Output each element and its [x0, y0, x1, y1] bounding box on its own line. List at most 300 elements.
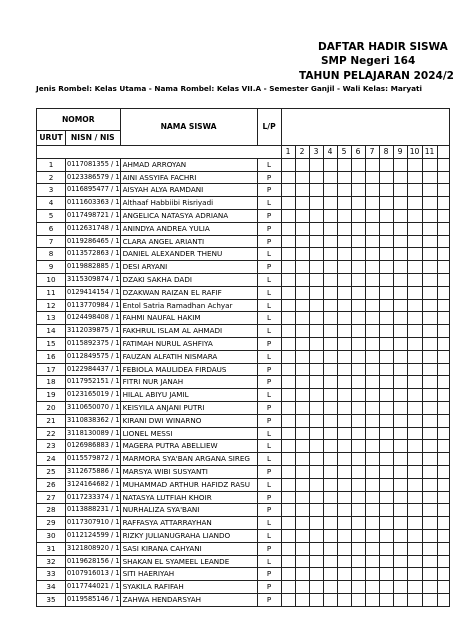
attendance-cell[interactable] — [365, 491, 379, 504]
attendance-cell[interactable] — [323, 222, 337, 235]
attendance-cell[interactable] — [437, 542, 449, 555]
attendance-cell[interactable] — [437, 453, 449, 466]
attendance-cell[interactable] — [379, 158, 393, 171]
attendance-cell[interactable] — [437, 222, 449, 235]
attendance-cell[interactable] — [295, 376, 309, 389]
attendance-cell[interactable] — [323, 286, 337, 299]
attendance-cell[interactable] — [309, 312, 323, 325]
attendance-cell[interactable] — [295, 312, 309, 325]
attendance-cell[interactable] — [407, 389, 422, 402]
attendance-cell[interactable] — [407, 453, 422, 466]
attendance-cell[interactable] — [309, 593, 323, 606]
attendance-cell[interactable] — [393, 363, 407, 376]
attendance-cell[interactable] — [337, 209, 351, 222]
attendance-cell[interactable] — [365, 184, 379, 197]
attendance-cell[interactable] — [351, 337, 365, 350]
attendance-cell[interactable] — [393, 453, 407, 466]
attendance-cell[interactable] — [393, 261, 407, 274]
attendance-cell[interactable] — [309, 568, 323, 581]
attendance-cell[interactable] — [323, 593, 337, 606]
attendance-cell[interactable] — [437, 184, 449, 197]
attendance-cell[interactable] — [437, 158, 449, 171]
attendance-cell[interactable] — [365, 350, 379, 363]
attendance-cell[interactable] — [407, 325, 422, 338]
attendance-cell[interactable] — [281, 273, 295, 286]
attendance-cell[interactable] — [393, 312, 407, 325]
attendance-cell[interactable] — [379, 337, 393, 350]
attendance-cell[interactable] — [309, 440, 323, 453]
attendance-cell[interactable] — [393, 248, 407, 261]
attendance-cell[interactable] — [295, 504, 309, 517]
attendance-cell[interactable] — [323, 363, 337, 376]
attendance-cell[interactable] — [393, 427, 407, 440]
attendance-cell[interactable] — [407, 529, 422, 542]
attendance-cell[interactable] — [379, 478, 393, 491]
attendance-cell[interactable] — [422, 478, 437, 491]
attendance-cell[interactable] — [309, 171, 323, 184]
attendance-cell[interactable] — [393, 465, 407, 478]
attendance-cell[interactable] — [295, 568, 309, 581]
attendance-cell[interactable] — [365, 504, 379, 517]
attendance-cell[interactable] — [295, 197, 309, 210]
attendance-cell[interactable] — [407, 261, 422, 274]
attendance-cell[interactable] — [422, 504, 437, 517]
attendance-cell[interactable] — [309, 222, 323, 235]
attendance-cell[interactable] — [437, 325, 449, 338]
attendance-cell[interactable] — [393, 325, 407, 338]
attendance-cell[interactable] — [281, 350, 295, 363]
attendance-cell[interactable] — [281, 581, 295, 594]
attendance-cell[interactable] — [393, 517, 407, 530]
attendance-cell[interactable] — [351, 184, 365, 197]
attendance-cell[interactable] — [337, 581, 351, 594]
attendance-cell[interactable] — [437, 261, 449, 274]
attendance-cell[interactable] — [323, 299, 337, 312]
attendance-cell[interactable] — [379, 568, 393, 581]
attendance-cell[interactable] — [351, 209, 365, 222]
attendance-cell[interactable] — [407, 337, 422, 350]
attendance-cell[interactable] — [379, 197, 393, 210]
attendance-cell[interactable] — [407, 440, 422, 453]
attendance-cell[interactable] — [379, 542, 393, 555]
attendance-cell[interactable] — [323, 440, 337, 453]
attendance-cell[interactable] — [437, 171, 449, 184]
attendance-cell[interactable] — [365, 299, 379, 312]
attendance-cell[interactable] — [422, 248, 437, 261]
attendance-cell[interactable] — [422, 542, 437, 555]
attendance-cell[interactable] — [422, 261, 437, 274]
attendance-cell[interactable] — [351, 465, 365, 478]
attendance-cell[interactable] — [337, 197, 351, 210]
attendance-cell[interactable] — [422, 389, 437, 402]
attendance-cell[interactable] — [365, 248, 379, 261]
attendance-cell[interactable] — [422, 158, 437, 171]
attendance-cell[interactable] — [437, 273, 449, 286]
attendance-cell[interactable] — [437, 491, 449, 504]
attendance-cell[interactable] — [323, 337, 337, 350]
attendance-cell[interactable] — [365, 427, 379, 440]
attendance-cell[interactable] — [407, 273, 422, 286]
attendance-cell[interactable] — [422, 363, 437, 376]
attendance-cell[interactable] — [422, 593, 437, 606]
attendance-cell[interactable] — [323, 465, 337, 478]
attendance-cell[interactable] — [309, 581, 323, 594]
attendance-cell[interactable] — [379, 261, 393, 274]
attendance-cell[interactable] — [295, 517, 309, 530]
attendance-cell[interactable] — [393, 209, 407, 222]
attendance-cell[interactable] — [281, 222, 295, 235]
attendance-cell[interactable] — [407, 491, 422, 504]
attendance-cell[interactable] — [281, 504, 295, 517]
attendance-cell[interactable] — [323, 325, 337, 338]
attendance-cell[interactable] — [351, 491, 365, 504]
attendance-cell[interactable] — [281, 158, 295, 171]
attendance-cell[interactable] — [337, 453, 351, 466]
attendance-cell[interactable] — [323, 568, 337, 581]
attendance-cell[interactable] — [337, 401, 351, 414]
attendance-cell[interactable] — [337, 504, 351, 517]
attendance-cell[interactable] — [309, 427, 323, 440]
attendance-cell[interactable] — [365, 465, 379, 478]
attendance-cell[interactable] — [295, 593, 309, 606]
attendance-cell[interactable] — [379, 427, 393, 440]
attendance-cell[interactable] — [407, 235, 422, 248]
attendance-cell[interactable] — [407, 286, 422, 299]
attendance-cell[interactable] — [351, 286, 365, 299]
attendance-cell[interactable] — [281, 209, 295, 222]
attendance-cell[interactable] — [379, 363, 393, 376]
attendance-cell[interactable] — [323, 197, 337, 210]
attendance-cell[interactable] — [407, 209, 422, 222]
attendance-cell[interactable] — [337, 389, 351, 402]
attendance-cell[interactable] — [407, 222, 422, 235]
attendance-cell[interactable] — [379, 184, 393, 197]
attendance-cell[interactable] — [422, 197, 437, 210]
attendance-cell[interactable] — [281, 491, 295, 504]
attendance-cell[interactable] — [379, 273, 393, 286]
attendance-cell[interactable] — [351, 363, 365, 376]
attendance-cell[interactable] — [351, 478, 365, 491]
attendance-cell[interactable] — [407, 478, 422, 491]
attendance-cell[interactable] — [393, 593, 407, 606]
attendance-cell[interactable] — [422, 568, 437, 581]
attendance-cell[interactable] — [422, 465, 437, 478]
attendance-cell[interactable] — [379, 440, 393, 453]
attendance-cell[interactable] — [379, 401, 393, 414]
attendance-cell[interactable] — [337, 465, 351, 478]
attendance-cell[interactable] — [323, 581, 337, 594]
attendance-cell[interactable] — [393, 299, 407, 312]
attendance-cell[interactable] — [351, 312, 365, 325]
attendance-cell[interactable] — [393, 581, 407, 594]
attendance-cell[interactable] — [309, 453, 323, 466]
attendance-cell[interactable] — [437, 465, 449, 478]
attendance-cell[interactable] — [351, 248, 365, 261]
attendance-cell[interactable] — [295, 299, 309, 312]
attendance-cell[interactable] — [309, 325, 323, 338]
attendance-cell[interactable] — [281, 542, 295, 555]
attendance-cell[interactable] — [379, 171, 393, 184]
attendance-cell[interactable] — [351, 555, 365, 568]
attendance-cell[interactable] — [323, 478, 337, 491]
attendance-cell[interactable] — [407, 363, 422, 376]
attendance-cell[interactable] — [437, 517, 449, 530]
attendance-cell[interactable] — [295, 261, 309, 274]
attendance-cell[interactable] — [281, 197, 295, 210]
attendance-cell[interactable] — [393, 440, 407, 453]
attendance-cell[interactable] — [295, 542, 309, 555]
attendance-cell[interactable] — [281, 235, 295, 248]
attendance-cell[interactable] — [309, 414, 323, 427]
attendance-cell[interactable] — [351, 517, 365, 530]
attendance-cell[interactable] — [393, 286, 407, 299]
attendance-cell[interactable] — [437, 299, 449, 312]
attendance-cell[interactable] — [437, 593, 449, 606]
attendance-cell[interactable] — [295, 529, 309, 542]
attendance-cell[interactable] — [437, 248, 449, 261]
attendance-cell[interactable] — [351, 158, 365, 171]
attendance-cell[interactable] — [351, 593, 365, 606]
attendance-cell[interactable] — [437, 350, 449, 363]
attendance-cell[interactable] — [309, 273, 323, 286]
attendance-cell[interactable] — [365, 555, 379, 568]
attendance-cell[interactable] — [407, 299, 422, 312]
attendance-cell[interactable] — [323, 491, 337, 504]
attendance-cell[interactable] — [309, 337, 323, 350]
attendance-cell[interactable] — [309, 529, 323, 542]
attendance-cell[interactable] — [351, 376, 365, 389]
attendance-cell[interactable] — [422, 529, 437, 542]
attendance-cell[interactable] — [379, 491, 393, 504]
attendance-cell[interactable] — [422, 235, 437, 248]
attendance-cell[interactable] — [365, 312, 379, 325]
attendance-cell[interactable] — [393, 414, 407, 427]
attendance-cell[interactable] — [379, 465, 393, 478]
attendance-cell[interactable] — [295, 427, 309, 440]
attendance-cell[interactable] — [295, 184, 309, 197]
attendance-cell[interactable] — [422, 171, 437, 184]
attendance-cell[interactable] — [393, 491, 407, 504]
attendance-cell[interactable] — [281, 427, 295, 440]
attendance-cell[interactable] — [323, 427, 337, 440]
attendance-cell[interactable] — [323, 504, 337, 517]
attendance-cell[interactable] — [309, 363, 323, 376]
attendance-cell[interactable] — [379, 325, 393, 338]
attendance-cell[interactable] — [281, 440, 295, 453]
attendance-cell[interactable] — [281, 337, 295, 350]
attendance-cell[interactable] — [323, 389, 337, 402]
attendance-cell[interactable] — [337, 261, 351, 274]
attendance-cell[interactable] — [437, 427, 449, 440]
attendance-cell[interactable] — [393, 555, 407, 568]
attendance-cell[interactable] — [281, 248, 295, 261]
attendance-cell[interactable] — [281, 478, 295, 491]
attendance-cell[interactable] — [337, 517, 351, 530]
attendance-cell[interactable] — [309, 401, 323, 414]
attendance-cell[interactable] — [295, 478, 309, 491]
attendance-cell[interactable] — [351, 325, 365, 338]
attendance-cell[interactable] — [337, 222, 351, 235]
attendance-cell[interactable] — [309, 542, 323, 555]
attendance-cell[interactable] — [351, 299, 365, 312]
attendance-cell[interactable] — [407, 401, 422, 414]
attendance-cell[interactable] — [393, 401, 407, 414]
attendance-cell[interactable] — [295, 491, 309, 504]
attendance-cell[interactable] — [437, 555, 449, 568]
attendance-cell[interactable] — [351, 529, 365, 542]
attendance-cell[interactable] — [337, 427, 351, 440]
attendance-cell[interactable] — [422, 440, 437, 453]
attendance-cell[interactable] — [365, 261, 379, 274]
attendance-cell[interactable] — [407, 581, 422, 594]
attendance-cell[interactable] — [407, 568, 422, 581]
attendance-cell[interactable] — [379, 209, 393, 222]
attendance-cell[interactable] — [309, 491, 323, 504]
attendance-cell[interactable] — [407, 171, 422, 184]
attendance-cell[interactable] — [393, 542, 407, 555]
attendance-cell[interactable] — [281, 555, 295, 568]
attendance-cell[interactable] — [365, 337, 379, 350]
attendance-cell[interactable] — [407, 197, 422, 210]
attendance-cell[interactable] — [281, 517, 295, 530]
attendance-cell[interactable] — [365, 389, 379, 402]
attendance-cell[interactable] — [422, 414, 437, 427]
attendance-cell[interactable] — [323, 350, 337, 363]
attendance-cell[interactable] — [379, 453, 393, 466]
attendance-cell[interactable] — [295, 171, 309, 184]
attendance-cell[interactable] — [351, 389, 365, 402]
attendance-cell[interactable] — [337, 568, 351, 581]
attendance-cell[interactable] — [422, 427, 437, 440]
attendance-cell[interactable] — [281, 529, 295, 542]
attendance-cell[interactable] — [323, 414, 337, 427]
attendance-cell[interactable] — [407, 593, 422, 606]
attendance-cell[interactable] — [422, 286, 437, 299]
attendance-cell[interactable] — [407, 350, 422, 363]
attendance-cell[interactable] — [295, 401, 309, 414]
attendance-cell[interactable] — [337, 312, 351, 325]
attendance-cell[interactable] — [407, 158, 422, 171]
attendance-cell[interactable] — [281, 593, 295, 606]
attendance-cell[interactable] — [351, 235, 365, 248]
attendance-cell[interactable] — [351, 222, 365, 235]
attendance-cell[interactable] — [437, 235, 449, 248]
attendance-cell[interactable] — [365, 414, 379, 427]
attendance-cell[interactable] — [351, 453, 365, 466]
attendance-cell[interactable] — [379, 581, 393, 594]
attendance-cell[interactable] — [437, 197, 449, 210]
attendance-cell[interactable] — [379, 504, 393, 517]
attendance-cell[interactable] — [437, 401, 449, 414]
attendance-cell[interactable] — [407, 517, 422, 530]
attendance-cell[interactable] — [379, 235, 393, 248]
attendance-cell[interactable] — [281, 325, 295, 338]
attendance-cell[interactable] — [422, 184, 437, 197]
attendance-cell[interactable] — [365, 581, 379, 594]
attendance-cell[interactable] — [437, 363, 449, 376]
attendance-cell[interactable] — [365, 273, 379, 286]
attendance-cell[interactable] — [323, 158, 337, 171]
attendance-cell[interactable] — [281, 389, 295, 402]
attendance-cell[interactable] — [323, 542, 337, 555]
attendance-cell[interactable] — [365, 529, 379, 542]
attendance-cell[interactable] — [437, 478, 449, 491]
attendance-cell[interactable] — [309, 517, 323, 530]
attendance-cell[interactable] — [393, 376, 407, 389]
attendance-cell[interactable] — [407, 542, 422, 555]
attendance-cell[interactable] — [281, 465, 295, 478]
attendance-cell[interactable] — [393, 171, 407, 184]
attendance-cell[interactable] — [295, 222, 309, 235]
attendance-cell[interactable] — [309, 350, 323, 363]
attendance-cell[interactable] — [323, 261, 337, 274]
attendance-cell[interactable] — [365, 197, 379, 210]
attendance-cell[interactable] — [407, 504, 422, 517]
attendance-cell[interactable] — [393, 568, 407, 581]
attendance-cell[interactable] — [422, 401, 437, 414]
attendance-cell[interactable] — [309, 235, 323, 248]
attendance-cell[interactable] — [351, 414, 365, 427]
attendance-cell[interactable] — [379, 414, 393, 427]
attendance-cell[interactable] — [422, 581, 437, 594]
attendance-cell[interactable] — [365, 478, 379, 491]
attendance-cell[interactable] — [437, 568, 449, 581]
attendance-cell[interactable] — [393, 184, 407, 197]
attendance-cell[interactable] — [365, 325, 379, 338]
attendance-cell[interactable] — [337, 248, 351, 261]
attendance-cell[interactable] — [337, 555, 351, 568]
attendance-cell[interactable] — [422, 209, 437, 222]
attendance-cell[interactable] — [365, 209, 379, 222]
attendance-cell[interactable] — [437, 209, 449, 222]
attendance-cell[interactable] — [295, 235, 309, 248]
attendance-cell[interactable] — [337, 299, 351, 312]
attendance-cell[interactable] — [295, 363, 309, 376]
attendance-cell[interactable] — [379, 286, 393, 299]
attendance-cell[interactable] — [281, 261, 295, 274]
attendance-cell[interactable] — [295, 273, 309, 286]
attendance-cell[interactable] — [323, 273, 337, 286]
attendance-cell[interactable] — [437, 389, 449, 402]
attendance-cell[interactable] — [309, 555, 323, 568]
attendance-cell[interactable] — [281, 453, 295, 466]
attendance-cell[interactable] — [281, 376, 295, 389]
attendance-cell[interactable] — [337, 350, 351, 363]
attendance-cell[interactable] — [365, 517, 379, 530]
attendance-cell[interactable] — [337, 593, 351, 606]
attendance-cell[interactable] — [351, 171, 365, 184]
attendance-cell[interactable] — [337, 273, 351, 286]
attendance-cell[interactable] — [379, 312, 393, 325]
attendance-cell[interactable] — [351, 581, 365, 594]
attendance-cell[interactable] — [323, 555, 337, 568]
attendance-cell[interactable] — [295, 286, 309, 299]
attendance-cell[interactable] — [323, 171, 337, 184]
attendance-cell[interactable] — [365, 376, 379, 389]
attendance-cell[interactable] — [422, 299, 437, 312]
attendance-cell[interactable] — [393, 158, 407, 171]
attendance-cell[interactable] — [309, 248, 323, 261]
attendance-cell[interactable] — [365, 222, 379, 235]
attendance-cell[interactable] — [323, 401, 337, 414]
attendance-cell[interactable] — [422, 376, 437, 389]
attendance-cell[interactable] — [365, 171, 379, 184]
attendance-cell[interactable] — [309, 197, 323, 210]
attendance-cell[interactable] — [407, 312, 422, 325]
attendance-cell[interactable] — [295, 248, 309, 261]
attendance-cell[interactable] — [365, 158, 379, 171]
attendance-cell[interactable] — [407, 465, 422, 478]
